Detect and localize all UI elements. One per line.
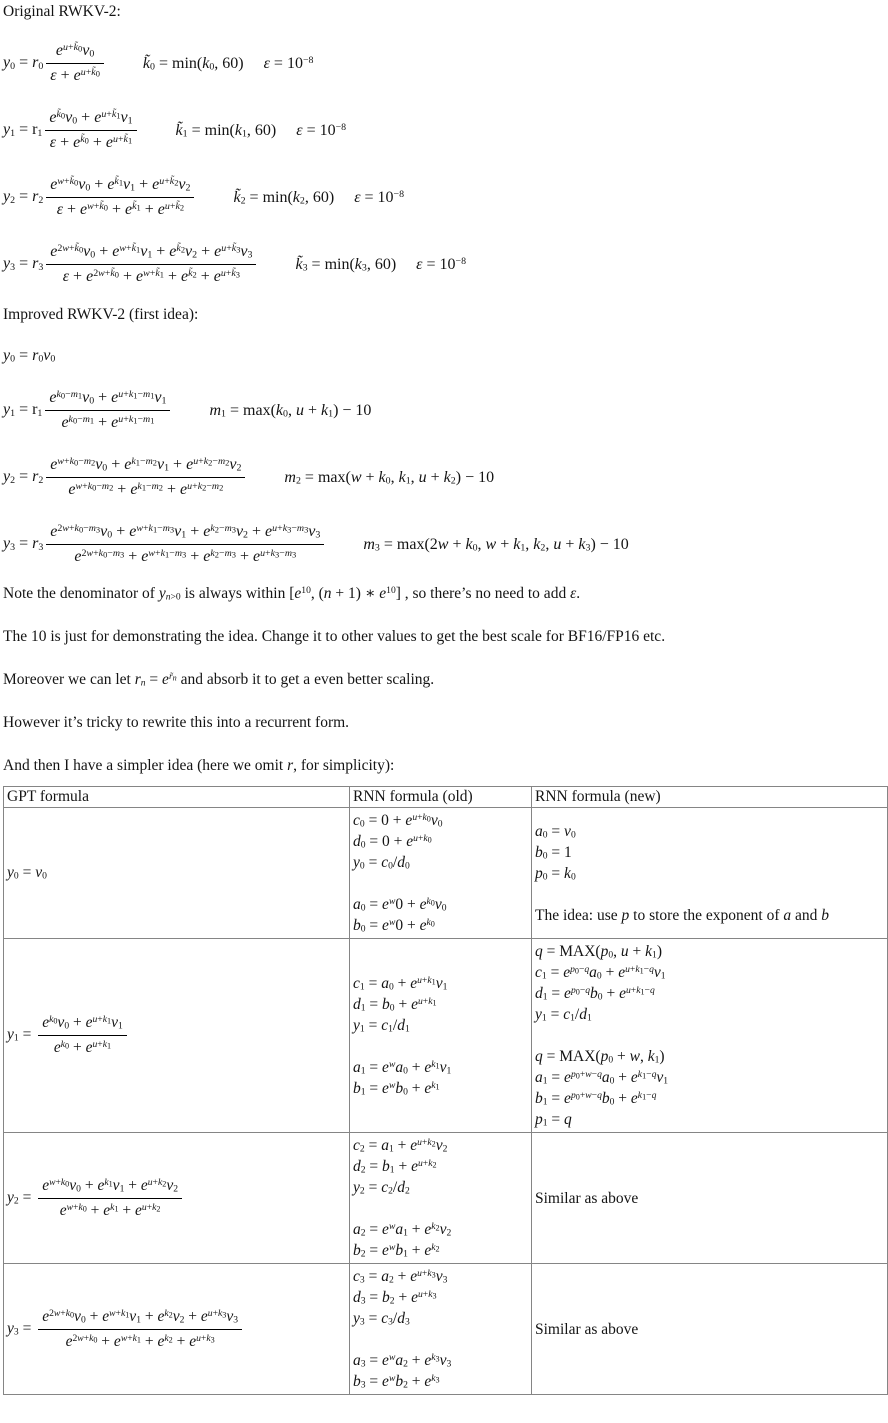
- blank-line: [535, 884, 884, 905]
- formula-line: $p_0 = k_0$: [535, 864, 576, 883]
- cell-gpt-y1: $y_1$ = $\frac{e^{k_0}v_0 + e^{u+k_1}v_1}{e^{k_0} + e^{u+k_1}}$: [4, 939, 350, 1133]
- cell-rnn-new-y3: [532, 1264, 888, 1395]
- table-header-row: [4, 787, 888, 808]
- table-row-y1: [4, 939, 888, 1133]
- col-header-rnn-formula-new: RNN formula (new): [532, 787, 888, 808]
- col-header-gpt-formula: GPT formula: [4, 787, 350, 808]
- formula-line: $d_2 = b_1 + e^{u+k_2}$: [353, 1158, 437, 1176]
- formula-line: $c_2 = a_1 + e^{u+k_2}v_2$: [353, 1137, 448, 1155]
- cell-gpt-y3: $y_3$ = $\frac{e^{2w+k_0}v_0 + e^{w+k_1}v_1 + e^{k_2}v_2 + e^{u+k_3}v_3}{e^{2w+k_0} + e^{w+k_1} + e^{k_2} + e^{u+k_3}}$: [4, 1264, 350, 1395]
- formula-line: $c_3 = a_2 + e^{u+k_3}v_3$: [353, 1268, 448, 1286]
- blank-line: [353, 1198, 528, 1219]
- cell-rnn-old-y1: [350, 939, 532, 1133]
- blank-line: [353, 1329, 528, 1350]
- blank-line: [353, 873, 528, 894]
- formula-original-y3: [3, 240, 888, 289]
- formula-side-condition: $k̃_2 = \min(k_2$, 60) $\varepsilon = 10^{-8}$: [233, 188, 405, 207]
- formula-line: $c_0 = 0 + e^{u+k_0}v_0$: [353, 812, 443, 830]
- formula-line: $a_0 = e^w0 + e^{k_0}v_0$: [353, 896, 447, 914]
- blank-line: [353, 1036, 528, 1057]
- formula-line: $a_1 = e^wa_0 + e^{k_1}v_1$: [353, 1058, 452, 1077]
- table-row-y0: [4, 808, 888, 939]
- formula-line: Similar as above: [535, 1189, 639, 1207]
- formula-line: The idea: use p to store the exponent of a and b: [535, 906, 830, 924]
- table-row-y3: [4, 1264, 888, 1395]
- formula-line: $a_1 = e^{p_0+w-q}a_0 + e^{k_1-q}v_1$: [535, 1069, 669, 1087]
- cell-gpt-y0: $y_0 = v_0$: [4, 808, 350, 939]
- formula-line: $d_1 = e^{p_0-q}b_0 + e^{u+k_1-q}$: [535, 985, 655, 1003]
- formula-line: $a_2 = e^wa_1 + e^{k_2}v_2$: [353, 1221, 452, 1239]
- note-denominator-epsilon: Note the denominator of $y_{n>0}$ is always within [$e^{10}$, (n + 1) ∗ $e^{10}$] , so there’s no need to add ε.: [3, 585, 581, 603]
- formula-line: $a_0 = v_0$: [535, 822, 576, 841]
- formula-improved-y1: [3, 386, 888, 435]
- formula-line: Similar as above: [535, 1320, 639, 1338]
- formula-line: $y_0 = c_0/d_0$: [353, 854, 410, 872]
- formula-side-condition: $m_2 = \max(w + k_0$, $k_1$, $u + k_2) - 10$: [284, 468, 495, 487]
- formula-main: $y_1 = r_1$ $\frac{e^{k_0-m_1}v_0 + e^{u+k_1-m_1}v_1}{e^{k_0-m_1} + e^{u+k_1-m_1}}$: [3, 386, 173, 435]
- formula-line: $b_1 = e^{p_0+w-q}b_0 + e^{k_1-q}$: [535, 1090, 657, 1108]
- cell-rnn-new-y1: [532, 939, 888, 1133]
- formula-improved-y3: [3, 520, 888, 569]
- formula-line: $y_2 = c_2/d_2$: [353, 1179, 410, 1197]
- cell-rnn-old-y3: [350, 1264, 532, 1395]
- formula-line: $a_3 = e^wa_2 + e^{k_3}v_3$: [353, 1352, 452, 1370]
- note-scale-bf16: The 10 is just for demonstrating the idea. Change it to other values to get the best scale for BF16/FP16 etc.: [3, 628, 666, 645]
- note-simpler-idea: And then I have a simpler idea (here we omit r, for simplicity):: [3, 757, 395, 774]
- formula-line: $c_1 = e^{p_0-q}a_0 + e^{u+k_1-q}v_1$: [535, 964, 666, 982]
- formula-side-condition: $m_1 = \max(k_0$, $u + k_1) - 10$: [209, 401, 372, 420]
- col-header-rnn-formula-old: RNN formula (old): [350, 787, 532, 808]
- formula-line: $y_3 = c_3/d_3$: [353, 1310, 410, 1328]
- formula-main: $y_0 = r_0v_0$: [3, 347, 56, 365]
- formula-line: $b_0 = 1$: [535, 843, 572, 862]
- formula-main: $y_3 = r_3$ $\frac{e^{2w+k_0-m_3}v_0 + e^{w+k_1-m_3}v_1 + e^{k_2-m_3}v_2 + e^{u+k_3-m_3}v_3}{e^{2w+k_0-m_3} + e^{w+k_1-m_3} + e^{k_2-m_3} + e^{u+k_3-m_3}}$: [3, 520, 327, 569]
- formula-side-condition: $m_3 = \max(2w + k_0$, $w + k_1$, $k_2$, $u + k_3) - 10$: [363, 535, 629, 554]
- formula-line: $p_1 = q$: [535, 1111, 572, 1129]
- formula-main: $y_3 = r_3$ $\frac{e^{2w+k̃_0}v_0 + e^{w+k̃_1}v_1 + e^{k̃_2}v_2 + e^{u+k̃_3}v_3}{\varepsilon + e^{2w+k̃_0} + e^{w+k̃_1} + e^{k̃_2} + e^{u+k̃_3}}$: [3, 240, 259, 289]
- formula-line: $y_1 = c_1/d_1$: [353, 1016, 410, 1035]
- heading-original-rwkv2: Original RWKV-2:: [3, 3, 121, 20]
- heading-improved-rwkv2: Improved RWKV-2 (first idea):: [3, 306, 199, 323]
- blank-line: [535, 1025, 884, 1046]
- formula-line: $b_1 = e^wb_0 + e^{k_1}$: [353, 1079, 440, 1098]
- formula-improved-y0: [3, 344, 888, 368]
- formula-line: $q = MAX(p_0$, $u + k_1$): [535, 943, 662, 961]
- cell-rnn-old-y2: [350, 1133, 532, 1264]
- formula-side-condition: $k̃_3 = \min(k_3$, 60) $\varepsilon = 10^{-8}$: [295, 255, 467, 274]
- document-page: [3, 2, 888, 1395]
- formula-main: $y_0 = r_0$ $\frac{e^{u+k̃_0}v_0}{\varepsilon + e^{u+k̃_0}}$: [3, 39, 107, 88]
- formula-line: $d_0 = 0 + e^{u+k_0}$: [353, 833, 432, 851]
- formula-line: $d_1 = b_0 + e^{u+k_1}$: [353, 995, 437, 1014]
- formula-line: $b_2 = e^wb_1 + e^{k_2}$: [353, 1242, 440, 1260]
- formula-line: $b_3 = e^wb_2 + e^{k_3}$: [353, 1373, 440, 1391]
- formula-line: $b_0 = e^w0 + e^{k_0}$: [353, 917, 435, 935]
- cell-rnn-old-y0: [350, 808, 532, 939]
- formula-original-y2: [3, 173, 888, 222]
- formula-line: $y_1 = c_1/d_1$: [535, 1006, 592, 1024]
- formula-line: $c_1 = a_0 + e^{u+k_1}v_1$: [353, 974, 448, 993]
- formula-original-y0: [3, 39, 888, 88]
- formula-side-condition: $k̃_0 = \min(k_0$, 60) $\varepsilon = 10^{-8}$: [142, 54, 314, 73]
- cell-rnn-new-y2: [532, 1133, 888, 1264]
- comparison-table: [3, 786, 888, 1395]
- formula-main: $y_2 = r_2$ $\frac{e^{w+k̃_0}v_0 + e^{k̃_1}v_1 + e^{u+k̃_2}v_2}{\varepsilon + e^{w+k̃_0} + e^{k̃_1} + e^{u+k̃_2}}$: [3, 173, 197, 222]
- cell-gpt-y2: $y_2$ = $\frac{e^{w+k_0}v_0 + e^{k_1}v_1 + e^{u+k_2}v_2}{e^{w+k_0} + e^{k_1} + e^{u+k_2}}$: [4, 1133, 350, 1264]
- table-row-y2: [4, 1133, 888, 1264]
- formula-main: $y_2 = r_2$ $\frac{e^{w+k_0-m_2}v_0 + e^{k_1-m_2}v_1 + e^{u+k_2-m_2}v_2}{e^{w+k_0-m_2} + e^{k_1-m_2} + e^{u+k_2-m_2}}$: [3, 453, 248, 502]
- note-recurrent-form: However it’s tricky to rewrite this into a recurrent form.: [3, 714, 350, 731]
- formula-improved-y2: [3, 453, 888, 502]
- formula-line: $q = MAX(p_0 + w$, $k_1$): [535, 1048, 665, 1066]
- formula-side-condition: $k̃_1 = \min(k_1$, 60) $\varepsilon = 10^{-8}$: [175, 121, 347, 140]
- cell-rnn-new-y0: [532, 808, 888, 939]
- note-absorb-r: Moreover we can let $r_n = e^{r̃_n}$ and absorb it to get a even better scaling.: [3, 671, 435, 689]
- formula-original-y1: [3, 106, 888, 155]
- formula-line: $d_3 = b_2 + e^{u+k_3}$: [353, 1289, 437, 1307]
- formula-main: $y_1 = r_1$ $\frac{e^{k̃_0}v_0 + e^{u+k̃_1}v_1}{\varepsilon + e^{k̃_0} + e^{u+k̃_1}}$: [3, 106, 140, 155]
